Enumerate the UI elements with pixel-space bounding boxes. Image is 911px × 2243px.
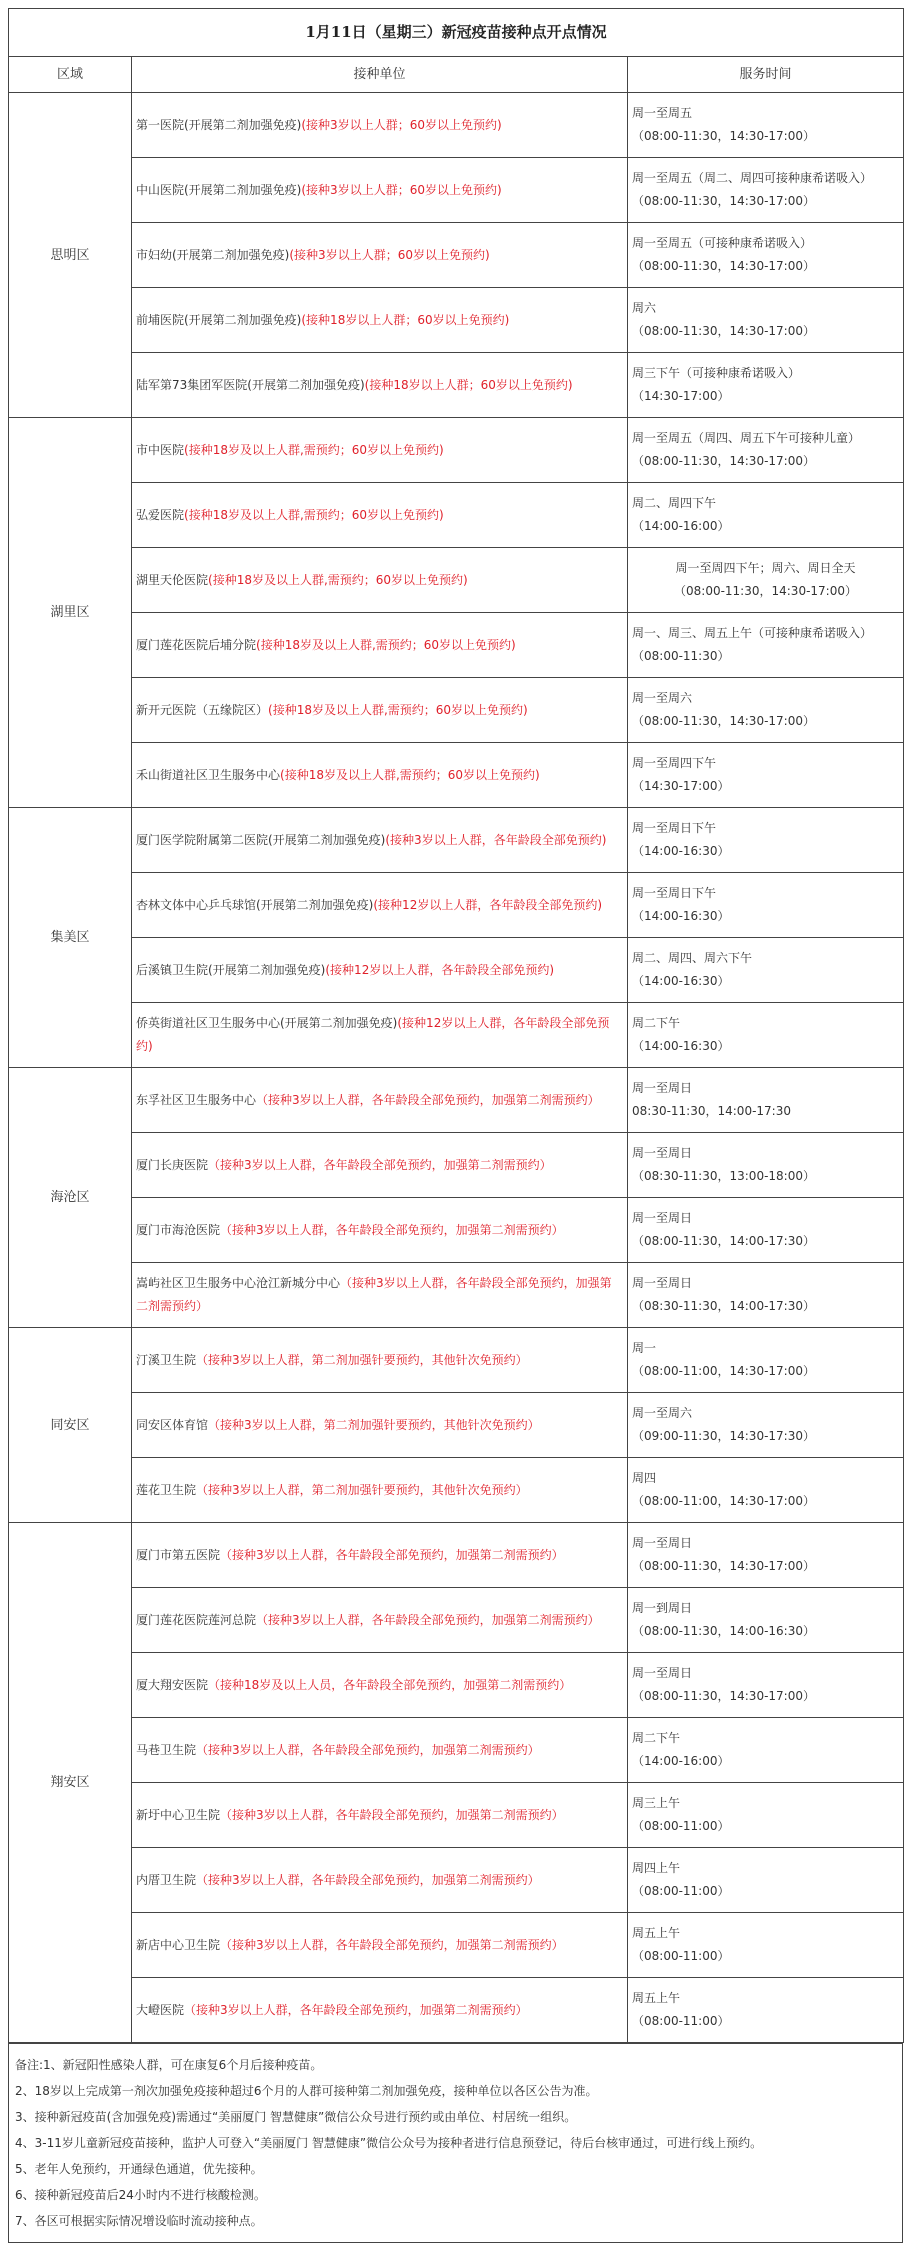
service-time-cell: [628, 1263, 904, 1328]
service-time-cell: [628, 483, 904, 548]
service-days: 周二、周四、周六下午: [632, 951, 753, 965]
service-days: 周一至周五（周四、周五下午可接种儿童）: [632, 431, 861, 445]
table-row: [9, 1653, 904, 1718]
service-time-cell: [628, 613, 904, 678]
service-hours: （08:00-11:30，14:30-17:00）: [632, 129, 815, 143]
district-name: 同安区: [9, 1328, 132, 1523]
service-days: 周一至周六: [632, 1406, 693, 1420]
site-name: 汀溪卫生院: [136, 1352, 197, 1367]
site-note: （接种3岁以上人群，各年龄段全部免预约，加强第二剂需预约）: [256, 1092, 600, 1107]
site-note: (接种12岁以上人群，各年龄段全部免预约): [325, 962, 555, 977]
site-name: 新圩中心卫生院: [136, 1807, 221, 1822]
site-cell: [132, 418, 628, 483]
site-note: (接种3岁以上人群；60岁以上免预约): [289, 247, 490, 262]
site-note: （接种3岁以上人群，各年龄段全部免预约，加强第二剂需预约）: [220, 1937, 564, 1952]
service-days: 周一至周四下午；周六、周日全天: [675, 561, 856, 575]
site-cell: [132, 1068, 628, 1133]
table-row: [9, 353, 904, 418]
site-name: 内厝卫生院: [136, 1872, 197, 1887]
service-days: 周一至周日: [632, 1146, 693, 1160]
site-note: （接种3岁以上人群，各年龄段全部免预约，加强第二剂需预约）: [196, 1742, 540, 1757]
service-hours: （08:00-11:00）: [632, 1884, 730, 1898]
service-hours: （08:00-11:30，14:30-17:00）: [632, 259, 815, 273]
site-cell: [132, 938, 628, 1003]
service-time-cell: [628, 1328, 904, 1393]
site-note: （接种3岁以上人群，各年龄段全部免预约，加强第二剂需预约）: [220, 1222, 564, 1237]
site-note: (接种3岁以上人群，各年龄段全部免预约): [385, 832, 607, 847]
site-cell: [132, 1458, 628, 1523]
site-note: （接种3岁以上人群，各年龄段全部免预约，加强第二剂需预约）: [196, 1872, 540, 1887]
service-time-cell: [628, 1003, 904, 1068]
service-time-cell: [628, 873, 904, 938]
service-hours: （08:00-11:30，14:30-17:00）: [632, 1689, 815, 1703]
service-time-cell: [628, 1133, 904, 1198]
site-note: (接种18岁及以上人群,需预约；60岁以上免预约): [268, 702, 528, 717]
service-days: 周一、周三、周五上午（可接种康希诺吸入）: [632, 626, 873, 640]
service-time-cell: [628, 938, 904, 1003]
site-name: 新店中心卫生院: [136, 1937, 221, 1952]
site-cell: [132, 873, 628, 938]
site-cell: [132, 548, 628, 613]
site-note: （接种3岁以上人群，第二剂加强针要预约，其他针次免预约）: [208, 1417, 540, 1432]
service-hours: （08:00-11:30，14:30-17:00）: [632, 324, 815, 338]
site-cell: [132, 1913, 628, 1978]
site-name: 前埔医院(开展第二剂加强免疫): [136, 312, 302, 327]
site-note: （接种18岁及以上人员，各年龄段全部免预约，加强第二剂需预约）: [208, 1677, 572, 1692]
service-days: 周一至周日: [632, 1211, 693, 1225]
service-time-cell: [628, 418, 904, 483]
site-cell: [132, 1393, 628, 1458]
header-district: 区域: [9, 57, 132, 93]
service-days: 周一至周五（周二、周四可接种康希诺吸入）: [632, 171, 873, 185]
service-days: 周一至周日: [632, 1666, 693, 1680]
table-row: [9, 93, 904, 158]
table-row: [9, 1003, 904, 1068]
district-name: 集美区: [9, 808, 132, 1068]
table-row: [9, 1328, 904, 1393]
service-hours: （14:00-16:00）: [632, 1754, 730, 1768]
service-hours: （08:00-11:30，14:00-17:30）: [632, 1234, 815, 1248]
table-row: [9, 1848, 904, 1913]
table-row: [9, 1523, 904, 1588]
district-name: 湖里区: [9, 418, 132, 808]
site-note: (接种12岁以上人群，各年龄段全部免预约): [373, 897, 603, 912]
site-name: 陆军第73集团军医院(开展第二剂加强免疫): [136, 377, 365, 392]
site-cell: [132, 743, 628, 808]
site-name: 东孚社区卫生服务中心: [136, 1092, 257, 1107]
service-time-cell: [628, 1068, 904, 1133]
site-cell: [132, 483, 628, 548]
table-row: [9, 808, 904, 873]
site-note: （接种3岁以上人群，各年龄段全部免预约，加强第二剂需预约）: [256, 1612, 600, 1627]
service-time-cell: [628, 1848, 904, 1913]
table-row: [9, 548, 904, 613]
service-time-cell: [628, 1913, 904, 1978]
service-hours: （14:00-16:30）: [632, 974, 730, 988]
service-time-cell: [628, 158, 904, 223]
site-cell: [132, 1588, 628, 1653]
table-row: [9, 1978, 904, 2043]
service-days: 周一到周日: [632, 1601, 693, 1615]
table-row: [9, 1718, 904, 1783]
service-hours: 08:30-11:30，14:00-17:30: [632, 1104, 791, 1118]
site-cell: [132, 1133, 628, 1198]
site-name: 弘爱医院: [136, 507, 185, 522]
table-row: [9, 1913, 904, 1978]
service-days: 周五上午: [632, 1926, 681, 1940]
service-days: 周一至周四下午: [632, 756, 717, 770]
site-note: (接种18岁及以上人群,需预约；60岁以上免预约): [256, 637, 516, 652]
district-name: 翔安区: [9, 1523, 132, 2043]
service-days: 周二、周四下午: [632, 496, 717, 510]
table-row: [9, 158, 904, 223]
site-name: 厦门长庚医院: [136, 1157, 209, 1172]
service-days: 周五上午: [632, 1991, 681, 2005]
service-time-cell: [628, 1783, 904, 1848]
service-hours: （14:00-16:30）: [632, 844, 730, 858]
table-row: [9, 938, 904, 1003]
service-hours: （08:00-11:00，14:30-17:00）: [632, 1364, 815, 1378]
table-row: [9, 1783, 904, 1848]
site-name: 后溪镇卫生院(开展第二剂加强免疫): [136, 962, 326, 977]
site-name: 莲花卫生院: [136, 1482, 197, 1497]
site-note: （接种3岁以上人群，第二剂加强针要预约，其他针次免预约）: [196, 1352, 528, 1367]
service-hours: （08:00-11:00）: [632, 1949, 730, 1963]
table-row: [9, 1393, 904, 1458]
notes-section: [8, 2043, 903, 2243]
site-note: （接种3岁以上人群，各年龄段全部免预约，加强第二剂需预约）: [220, 1807, 564, 1822]
site-cell: [132, 808, 628, 873]
site-name: 厦门医学院附属第二医院(开展第二剂加强免疫): [136, 832, 386, 847]
table-row: [9, 418, 904, 483]
service-days: 周一至周日: [632, 1276, 693, 1290]
site-name: 厦大翔安医院: [136, 1677, 209, 1692]
table-row: [9, 613, 904, 678]
site-cell: [132, 223, 628, 288]
site-note: (接种18岁及以上人群,需预约；60岁以上免预约): [208, 572, 468, 587]
site-cell: [132, 1653, 628, 1718]
service-hours: （14:00-16:00）: [632, 519, 730, 533]
table-row: [9, 483, 904, 548]
page-title: 1月11日（星期三）新冠疫苗接种点开点情况: [9, 9, 904, 57]
site-name: 同安区体育馆: [136, 1417, 209, 1432]
site-note: (接种18岁及以上人群,需预约；60岁以上免预约): [184, 507, 444, 522]
note-line: 5、老年人免预约，开通绿色通道，优先接种。: [15, 2162, 263, 2176]
site-note: (接种12岁以上人群，各年龄段全部免预约): [136, 1016, 610, 1053]
service-time-cell: [628, 288, 904, 353]
site-cell: [132, 93, 628, 158]
district-name: 海沧区: [9, 1068, 132, 1328]
service-hours: （09:00-11:30，14:30-17:30）: [632, 1429, 815, 1443]
service-time-cell: [628, 1458, 904, 1523]
service-days: 周四: [632, 1471, 657, 1485]
site-note: （接种3岁以上人群，各年龄段全部免预约，加强第二剂需预约）: [220, 1547, 564, 1562]
district-name: 思明区: [9, 93, 132, 418]
service-days: 周一: [632, 1341, 657, 1355]
site-name: 禾山街道社区卫生服务中心: [136, 767, 281, 782]
service-time-cell: [628, 808, 904, 873]
table-row: [9, 1068, 904, 1133]
service-hours: （08:00-11:30，14:30-17:00）: [632, 714, 815, 728]
site-cell: [132, 1978, 628, 2043]
site-note: （接种3岁以上人群，各年龄段全部免预约，加强第二剂需预约）: [136, 1276, 612, 1313]
site-cell: [132, 353, 628, 418]
table-row: [9, 1458, 904, 1523]
service-time-cell: [628, 548, 904, 613]
service-days: 周一至周日: [632, 1081, 693, 1095]
service-time-cell: [628, 1588, 904, 1653]
service-time-cell: [628, 1393, 904, 1458]
site-name: 第一医院(开展第二剂加强免疫): [136, 117, 302, 132]
service-hours: （08:00-11:30，14:00-16:30）: [632, 1624, 815, 1638]
site-name: 中山医院(开展第二剂加强免疫): [136, 182, 302, 197]
service-days: 周四上午: [632, 1861, 681, 1875]
service-hours: （08:00-11:00）: [632, 1819, 730, 1833]
note-line: 6、接种新冠疫苗后24小时内不进行核酸检测。: [15, 2188, 266, 2202]
service-time-cell: [628, 93, 904, 158]
service-time-cell: [628, 1653, 904, 1718]
table-row: [9, 1198, 904, 1263]
service-hours: （14:00-16:30）: [632, 1039, 730, 1053]
service-days: 周三上午: [632, 1796, 681, 1810]
table-row: [9, 1588, 904, 1653]
service-days: 周一至周日: [632, 1536, 693, 1550]
site-name: 湖里天伦医院: [136, 572, 209, 587]
service-days: 周一至周日下午: [632, 821, 717, 835]
schedule-table: [8, 8, 904, 2043]
site-note: (接种18岁及以上人群,需预约；60岁以上免预约): [184, 442, 444, 457]
site-cell: [132, 1263, 628, 1328]
site-cell: [132, 1718, 628, 1783]
header-time: 服务时间: [628, 57, 904, 93]
note-line: 备注:1、新冠阳性感染人群，可在康复6个月后接种疫苗。: [15, 2058, 323, 2072]
site-note: (接种18岁以上人群；60岁以上免预约): [301, 312, 510, 327]
service-hours: （08:00-11:30，14:30-17:00）: [632, 194, 815, 208]
site-name: 马巷卫生院: [136, 1742, 197, 1757]
table-row: [9, 743, 904, 808]
service-hours: （14:30-17:00）: [632, 389, 730, 403]
vaccination-schedule-document: [8, 8, 903, 2243]
note-line: 7、各区可根据实际情况增设临时流动接种点。: [15, 2214, 263, 2228]
site-cell: [132, 1783, 628, 1848]
service-days: 周一至周六: [632, 691, 693, 705]
site-cell: [132, 678, 628, 743]
service-days: 周二下午: [632, 1016, 681, 1030]
site-name: 嵩屿社区卫生服务中心沧江新城分中心: [136, 1276, 341, 1290]
table-row: [9, 288, 904, 353]
site-cell: [132, 613, 628, 678]
service-time-cell: [628, 743, 904, 808]
site-cell: [132, 158, 628, 223]
service-days: 周二下午: [632, 1731, 681, 1745]
site-name: 厦门市海沧医院: [136, 1222, 221, 1237]
service-hours: （08:30-11:30，14:00-17:30）: [632, 1299, 815, 1313]
service-days: 周一至周五（可接种康希诺吸入）: [632, 236, 813, 250]
service-hours: （14:00-16:30）: [632, 909, 730, 923]
site-name: 市中医院: [136, 442, 185, 457]
service-hours: （08:00-11:30，14:30-17:00）: [632, 454, 815, 468]
service-time-cell: [628, 1523, 904, 1588]
service-time-cell: [628, 1978, 904, 2043]
service-time-cell: [628, 223, 904, 288]
site-cell: [132, 1328, 628, 1393]
service-hours: （14:30-17:00）: [632, 779, 730, 793]
table-row: [9, 1263, 904, 1328]
site-note: (接种18岁及以上人群,需预约；60岁以上免预约): [280, 767, 540, 782]
service-hours: （08:30-11:30，13:00-18:00）: [632, 1169, 815, 1183]
service-hours: （08:00-11:30）: [632, 649, 730, 663]
site-cell: [132, 1523, 628, 1588]
service-time-cell: [628, 353, 904, 418]
note-line: 3、接种新冠疫苗(含加强免疫)需通过“美丽厦门 智慧健康”微信公众号进行预约或由单位、村居统一组织。: [15, 2110, 577, 2124]
site-name: 大嶝医院: [136, 2002, 185, 2017]
service-hours: （08:00-11:00）: [632, 2014, 730, 2028]
site-cell: [132, 1003, 628, 1068]
site-name: 厦门莲花医院莲河总院: [136, 1612, 257, 1627]
service-time-cell: [628, 678, 904, 743]
service-days: 周一至周日下午: [632, 886, 717, 900]
table-row: [9, 678, 904, 743]
site-note: (接种18岁以上人群；60岁以上免预约): [364, 377, 573, 392]
service-hours: （08:00-11:30，14:30-17:00）: [632, 1559, 815, 1573]
site-name: 侨英街道社区卫生服务中心(开展第二剂加强免疫): [136, 1016, 398, 1030]
site-name: 厦门市第五医院: [136, 1547, 221, 1562]
site-cell: [132, 1198, 628, 1263]
site-note: （接种3岁以上人群，各年龄段全部免预约，加强第二剂需预约）: [208, 1157, 552, 1172]
site-cell: [132, 1848, 628, 1913]
site-cell: [132, 288, 628, 353]
site-note: (接种3岁以上人群；60岁以上免预约): [301, 182, 502, 197]
service-hours: （08:00-11:00，14:30-17:00）: [632, 1494, 815, 1508]
site-name: 杏林文体中心乒乓球馆(开展第二剂加强免疫): [136, 897, 374, 912]
service-time-cell: [628, 1718, 904, 1783]
service-days: 周一至周五: [632, 106, 693, 120]
table-row: [9, 1133, 904, 1198]
table-row: [9, 873, 904, 938]
site-note: （接种3岁以上人群，第二剂加强针要预约，其他针次免预约）: [196, 1482, 528, 1497]
site-note: (接种3岁以上人群；60岁以上免预约): [301, 117, 502, 132]
site-name: 市妇幼(开展第二剂加强免疫): [136, 247, 290, 262]
service-days: 周六: [632, 301, 657, 315]
header-site: 接种单位: [132, 57, 628, 93]
note-line: 2、18岁以上完成第一剂次加强免疫接种超过6个月的人群可接种第二剂加强免疫，接种单位以各区公告为准。: [15, 2084, 598, 2098]
service-days: 周三下午（可接种康希诺吸入）: [632, 366, 801, 380]
site-name: 厦门莲花医院后埔分院: [136, 637, 257, 652]
site-note: （接种3岁以上人群，各年龄段全部免预约，加强第二剂需预约）: [184, 2002, 528, 2017]
table-row: [9, 223, 904, 288]
note-line: 4、3-11岁儿童新冠疫苗接种，监护人可登入“美丽厦门 智慧健康”微信公众号为接种者进行信息预登记，待后台核审通过，可进行线上预约。: [15, 2136, 763, 2150]
service-hours: （08:00-11:30，14:30-17:00）: [674, 584, 857, 598]
service-time-cell: [628, 1198, 904, 1263]
site-name: 新开元医院（五缘院区）: [136, 702, 269, 717]
